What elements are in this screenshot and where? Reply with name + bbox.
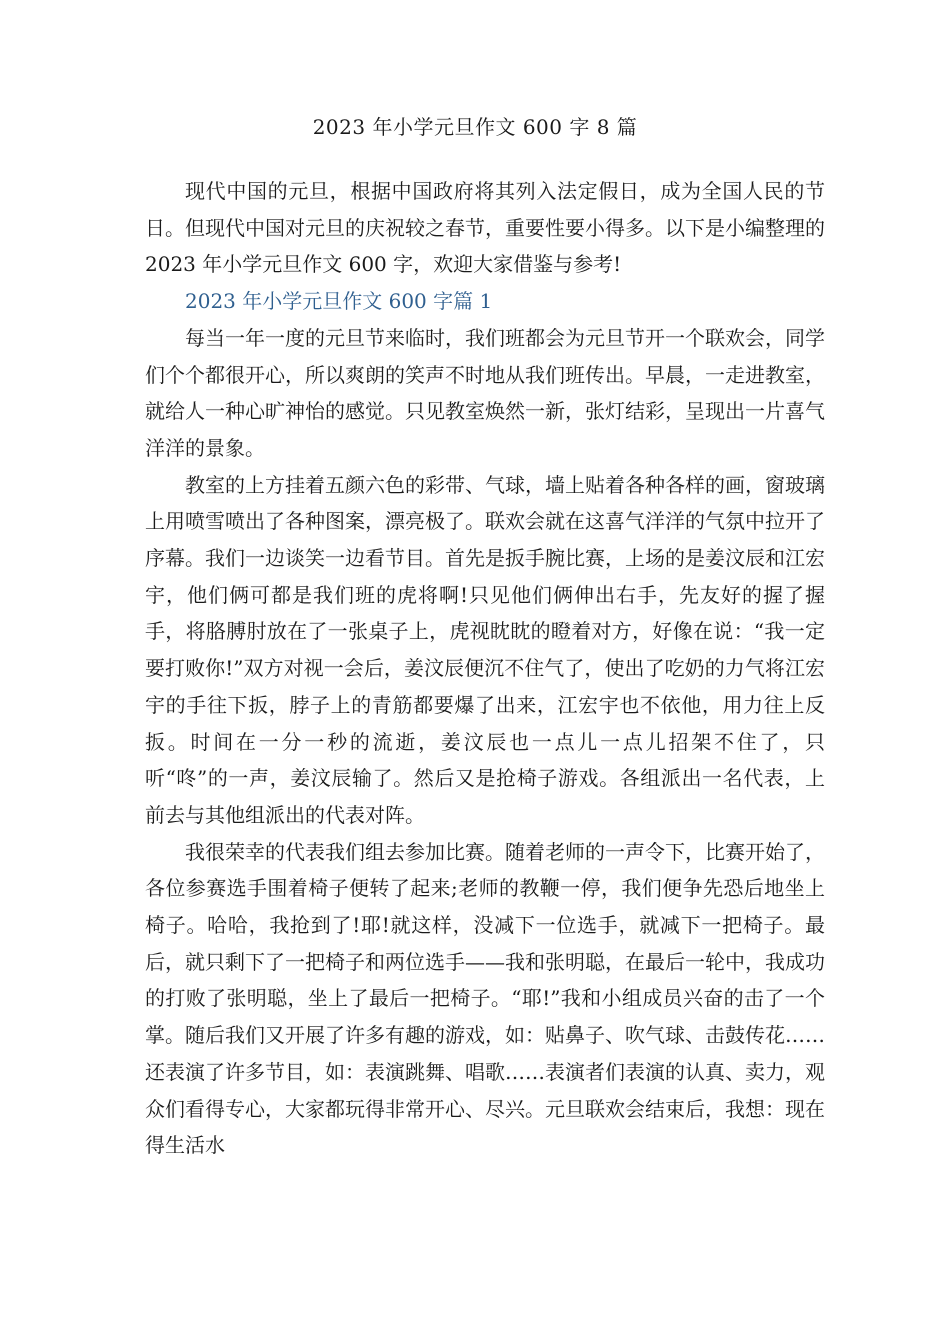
document-body (145, 173, 825, 1164)
body-paragraph-3: 我很荣幸的代表我们组去参加比赛。随着老师的一声令下，比赛开始了，各位参赛选手围着椅子便转了起来;老师的教鞭一停，我们便争先恐后地坐上椅子。哈哈，我抢到了!耶!就这样，没减下一位选手，就减下一把椅子。最后，就只剩下了一把椅子和两位选手——我和张明聪，在最后一轮中，我成功的打败了张明聪，坐上了最后一把椅子。“耶!”我和小组成员兴奋的击了一个掌。随后我们又开展了许多有趣的游戏，如：贴鼻子、吹气球、击鼓传花……还表演了许多节目，如：表演跳舞、唱歌……表演者们表演的认真、卖力，观众们看得专心，大家都玩得非常开心、尽兴。元旦联欢会结束后，我想：现在得生活水 (145, 839, 825, 1158)
section-heading: 2023 年小学元旦作文 600 字篇 1 (185, 289, 493, 314)
document-title: 2023 年小学元旦作文 600 字 8 篇 (312, 115, 638, 139)
body-paragraph-2: 教室的上方挂着五颜六色的彩带、气球，墙上贴着各种各样的画，窗玻璃上用喷雪喷出了各种图案，漂亮极了。联欢会就在这喜气洋洋的气氛中拉开了序幕。我们一边谈笑一边看节目。首先是扳手腕比赛，上场的是姜汶辰和江宏宇，他们俩可都是我们班的虎将啊!只见他们俩伸出右手，先友好的握了握手，将胳膊肘放在了一张桌子上，虎视眈眈的瞪着对方，好像在说：“我一定要打败你!”双方对视一会后，姜汶辰便沉不住气了，使出了吃奶的力气将江宏宇的手往下扳，脖子上的青筋都要爆了出来，江宏宇也不依他，用力往上反扳。时间在一分一秒的流逝，姜汶辰也一点儿一点儿招架不住了，只听“咚”的一声，姜汶辰输了。然后又是抢椅子游戏。各组派出一名代表，上前去与其他组派出的代表对阵。 (145, 472, 825, 827)
body-paragraph-1: 每当一年一度的元旦节来临时，我们班都会为元旦节开一个联欢会，同学们个个都很开心，所以爽朗的笑声不时地从我们班传出。早晨，一走进教室，就给人一种心旷神怡的感觉。只见教室焕然一新，张灯结彩，呈现出一片喜气洋洋的景象。 (145, 325, 825, 460)
intro-paragraph: 现代中国的元旦，根据中国政府将其列入法定假日，成为全国人民的节日。但现代中国对元旦的庆祝较之春节，重要性要小得多。以下是小编整理的 2023 年小学元旦作文 600 字，欢迎大家借鉴与参考! (145, 179, 825, 277)
